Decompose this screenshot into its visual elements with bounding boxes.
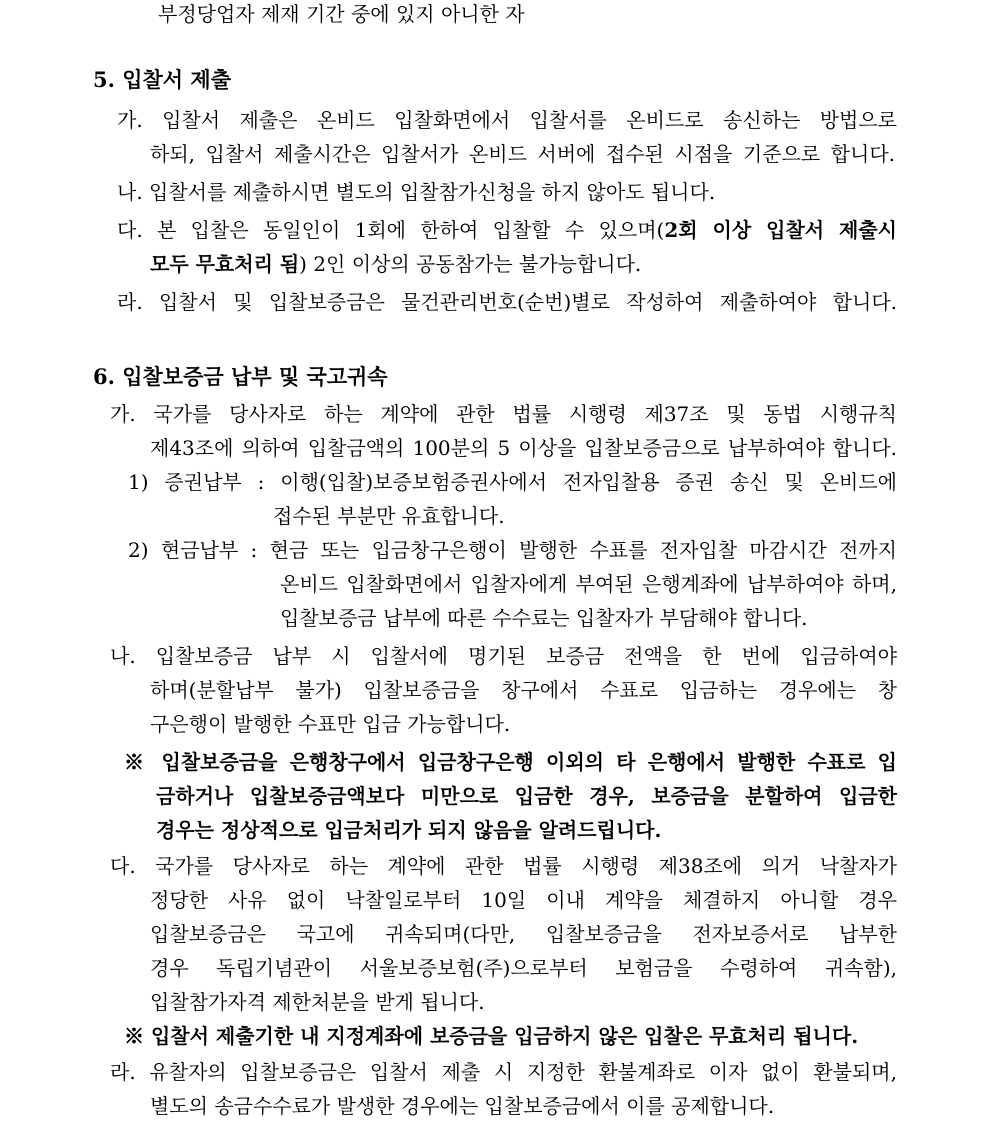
sec6-s2-line-1: 2) 현금납부 : 현금 또는 입금창구은행이 발행한 수표를 전자입찰 마감시간 전까지 [128, 538, 897, 562]
sec5-ra: 라. 입찰서 및 입찰보증금은 물건관리번호(순번)별로 작성하여 제출하여야 합니다. [117, 290, 897, 314]
sec6-note1-line-3: 경우는 정상적으로 입금처리가 되지 않음을 알려드립니다. [156, 818, 662, 842]
sec6-ga-line-2: 제43조에 의하여 입찰금액의 100분의 5 이상을 입찰보증금으로 납부하여야 합니다. [150, 436, 897, 460]
sec5-da-line-2 [150, 250, 641, 278]
sec5-da-text: 다. 본 입찰은 동일인이 1회에 한하여 입찰할 수 있으며( [117, 218, 665, 242]
sec6-s2-line-2: 온비드 입찰화면에서 입찰자에게 부여된 은행계좌에 납부하여야 하며, [280, 572, 897, 596]
sec6-na-line-2: 하며(분할납부 불가) 입찰보증금을 창구에서 수표로 입금하는 경우에는 창 [150, 678, 897, 702]
continuation-line: 부정당업자 제재 기간 중에 있지 아니한 자 [158, 2, 525, 26]
sec6-ra-line-1: 라. 유찰자의 입찰보증금은 입찰서 제출 시 지정한 환불계좌로 이자 없이 환불되며, [110, 1060, 897, 1084]
section-6-title: 6. 입찰보증금 납부 및 국고귀속 [93, 364, 388, 389]
sec6-note1-line-1: ※ 입찰보증금을 은행창구에서 입금창구은행 이외의 타 은행에서 발행한 수표로 입 [124, 750, 897, 774]
sec5-ga-line-2: 하되, 입찰서 제출시간은 입찰서가 온비드 서버에 접수된 시점을 기준으로 합니다. [150, 142, 895, 166]
sec6-s1-line-2: 접수된 부분만 유효합니다. [273, 504, 505, 528]
sec6-na-line-3: 구은행이 발행한 수표만 입금 가능합니다. [150, 712, 511, 736]
sec6-da-line-5: 입찰참가자격 제한처분을 받게 됩니다. [150, 990, 485, 1014]
sec6-ga-line-1: 가. 국가를 당사자로 하는 계약에 관한 법률 시행령 제37조 및 동법 시행규칙 [110, 402, 897, 426]
sec6-ra-line-2: 별도의 송금수수료가 발생한 경우에는 입찰보증금에서 이를 공제합니다. [150, 1094, 775, 1118]
sec5-da-line-1 [117, 216, 897, 244]
sec6-s1-line-1: 1) 증권납부 : 이행(입찰)보증보험증권사에서 전자입찰용 증권 송신 및 온비드에 [128, 470, 897, 494]
section-5-title: 5. 입찰서 제출 [93, 67, 231, 92]
sec6-na-line-1: 나. 입찰보증금 납부 시 입찰서에 명기된 보증금 전액을 한 번에 입금하여야 [110, 644, 897, 668]
sec5-da-bold: 2회 이상 입찰서 제출시 [664, 218, 898, 242]
sec6-note1-line-2: 금하거나 입찰보증금액보다 미만으로 입금한 경우, 보증금을 분할하여 입금한 [156, 784, 897, 808]
sec6-da-line-2: 정당한 사유 없이 낙찰일로부터 10일 이내 계약을 체결하지 아니할 경우 [150, 888, 897, 912]
sec5-da-bold-2: 모두 무효처리 됨 [150, 252, 300, 276]
sec6-da-line-3: 입찰보증금은 국고에 귀속되며(다만, 입찰보증금을 전자보증서로 납부한 [150, 922, 897, 946]
sec5-na: 나. 입찰서를 제출하시면 별도의 입찰참가신청을 하지 않아도 됩니다. [117, 180, 716, 204]
sec6-note2: ※ 입찰서 제출기한 내 지정계좌에 보증금을 입금하지 않은 입찰은 무효처리 됩니다. [124, 1024, 859, 1048]
sec6-da-line-1: 다. 국가를 당사자로 하는 계약에 관한 법률 시행령 제38조에 의거 낙찰자가 [110, 854, 897, 878]
sec6-s2-line-3: 입찰보증금 납부에 따른 수수료는 입찰자가 부담해야 합니다. [280, 606, 808, 630]
sec5-da-text-2: ) 2인 이상의 공동참가는 불가능합니다. [299, 252, 642, 276]
sec6-da-line-4: 경우 독립기념관이 서울보증보험(주)으로부터 보험금을 수령하여 귀속함), [150, 956, 897, 980]
sec5-ga-line-1: 가. 입찰서 제출은 온비드 입찰화면에서 입찰서를 온비드로 송신하는 방법으로 [117, 108, 897, 132]
